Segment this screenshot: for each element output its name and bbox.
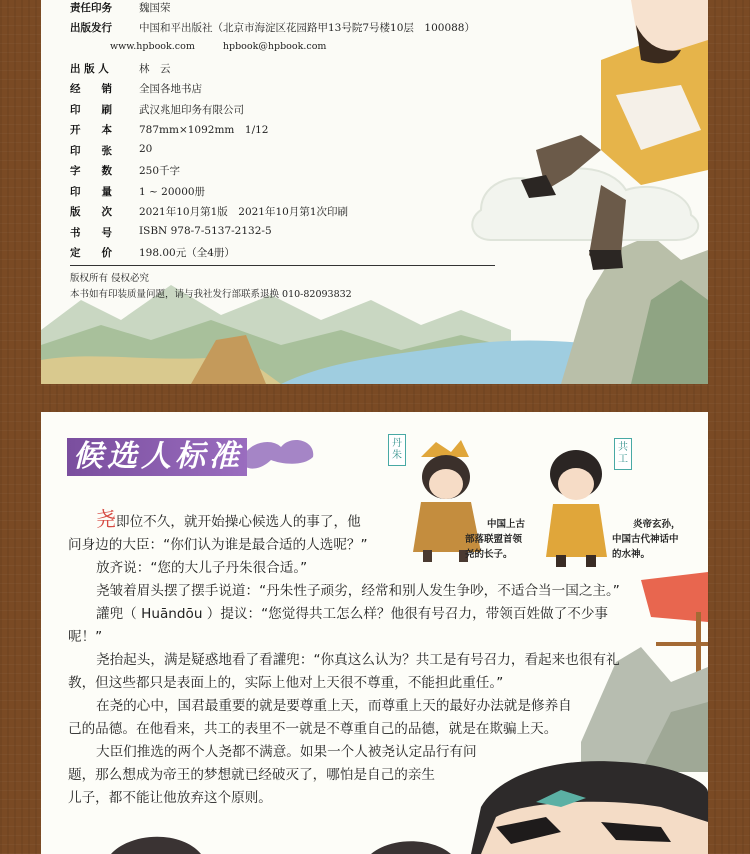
story-line-10: 己的品德。在他看来，共工的表里不一就是不尊重自己的品德，就是在欺骗上天。 (68, 721, 558, 737)
colophon-row (70, 81, 202, 96)
danzhu-note (487, 517, 525, 532)
gonggong-note-line: 的水神。 (612, 549, 651, 560)
colophon-value: 林 云 (139, 63, 171, 75)
colophon-label: 出版发行 (70, 22, 112, 34)
colophon-label: 印 张 (70, 145, 112, 157)
gonggong-note-line: 炎帝玄孙， (633, 519, 681, 530)
danzhu-tag-char-2: 朱 (392, 450, 402, 461)
colophon-label: 开 本 (70, 124, 112, 136)
publisher-website: www.hpbook.com (110, 41, 195, 52)
gonggong-note-line: 中国古代神话中 (612, 534, 679, 545)
website-email-line (110, 41, 326, 52)
colophon-label: 版 次 (70, 206, 112, 218)
colophon-page (41, 0, 708, 384)
story-line-8: 教，但这些都只是表面上的，实际上他对上天很不尊重，不能担此重任。” (68, 675, 504, 691)
colophon-row (70, 0, 171, 15)
colophon-label: 责任印务 (70, 2, 112, 14)
colophon-label: 出 版 人 (70, 63, 109, 75)
story-line-text: 即位不久，就开始操心候选人的事了，他 (116, 514, 361, 530)
colophon-value: 魏国荣 (139, 2, 171, 14)
danzhu-name-tag (388, 434, 406, 466)
colophon-value: 20 (139, 143, 153, 155)
colophon-row (70, 20, 475, 35)
story-line-3: 放齐说：“您的大儿子丹朱很合适。” (96, 560, 308, 576)
story-line-12: 题，那么想成为帝王的梦想就已经破灭了，哪怕是自己的亲生 (68, 767, 436, 783)
danzhu-note-line: 尧的长子。 (465, 549, 513, 560)
colophon-label: 定 价 (70, 247, 112, 259)
colophon-value: 武汉兆旭印务有限公司 (139, 104, 244, 116)
story-page (41, 412, 708, 854)
colophon-row (70, 163, 180, 178)
story-dropcap: 尧 (96, 507, 116, 531)
colophon-divider (70, 265, 495, 266)
gonggong-tag-char-2: 工 (618, 454, 628, 465)
story-line-4: 尧皱着眉头摆了摆手说道：“丹朱性子顽劣，经常和别人发生争吵，不适合当一国之主。” (96, 583, 620, 599)
colophon-row (70, 122, 268, 137)
colophon-row (70, 61, 171, 76)
story-line-11: 大臣们推选的两个人尧都不满意。如果一个人被尧认定品行有问 (96, 744, 477, 760)
colophon-label: 印 量 (70, 186, 112, 198)
story-line-9: 在尧的心中，国君最重要的就是要尊重上天，而尊重上天的最好办法就是修养自 (96, 698, 572, 714)
colophon-label: 经 销 (70, 83, 112, 95)
colophon-label: 印 刷 (70, 104, 112, 116)
colophon-label: 书 号 (70, 227, 112, 239)
quality-notice: 本书如有印装质量问题，请与我社发行部联系退换 010-82093832 (70, 289, 352, 300)
story-line-5: 讙兜（ Huāndōu ）提议：“您觉得共工怎么样？他很有号召力，带领百姓做了不少事 (96, 606, 609, 622)
colophon-value: 中国和平出版社（北京市海淀区花园路甲13号院7号楼10层 100088） (139, 22, 475, 34)
danzhu-note-line: 中国上古 (487, 519, 526, 530)
colophon-value: 198.00元（全4册） (139, 247, 235, 259)
colophon-row (70, 143, 152, 158)
danzhu-note-line: 部落联盟首领 (465, 534, 523, 545)
colophon-value: 250千字 (139, 165, 181, 177)
story-line-6: 呢！” (68, 629, 103, 645)
colophon-row (70, 225, 272, 240)
gonggong-tag-char-1: 共 (618, 442, 628, 453)
colophon-value: 全国各地书店 (139, 83, 202, 95)
danzhu-note-2 (465, 532, 522, 562)
gonggong-character-illustration (546, 450, 607, 567)
colophon-row (70, 204, 348, 219)
story-line-7: 尧抬起头，满是疑惑地看了看讙兜：“你真这么认为？共工是有号召力，看起来也很有礼 (96, 652, 620, 668)
story-title: 候选人标准 (73, 439, 243, 474)
gonggong-note-2 (612, 532, 679, 562)
publisher-email: hpbook@hpbook.com (222, 41, 327, 52)
rights-notice: 版权所有 侵权必究 (70, 273, 150, 284)
story-line-2: 问身边的大臣：“你们认为谁是最合适的人选呢？” (68, 537, 368, 553)
gonggong-note (633, 517, 681, 532)
story-line-1 (96, 508, 361, 534)
banner-cloud-icon (241, 440, 313, 469)
colophon-row (70, 245, 235, 260)
colophon-row (70, 102, 244, 117)
danzhu-tag-char-1: 丹 (392, 438, 402, 449)
colophon-row (70, 184, 205, 199)
colophon-value: ISBN 978-7-5137-2132-5 (139, 225, 272, 237)
large-character-face-illustration (471, 761, 708, 854)
colophon-label: 字 数 (70, 165, 112, 177)
story-line-13: 儿子，都不能让他放弃这个原则。 (68, 790, 272, 806)
colophon-value: 2021年10月第1版 2021年10月第1次印刷 (139, 206, 349, 218)
colophon-value: 1 ~ 20000册 (139, 186, 206, 198)
colophon-value: 787mm×1092mm 1/12 (139, 124, 269, 136)
gonggong-name-tag (614, 438, 632, 470)
